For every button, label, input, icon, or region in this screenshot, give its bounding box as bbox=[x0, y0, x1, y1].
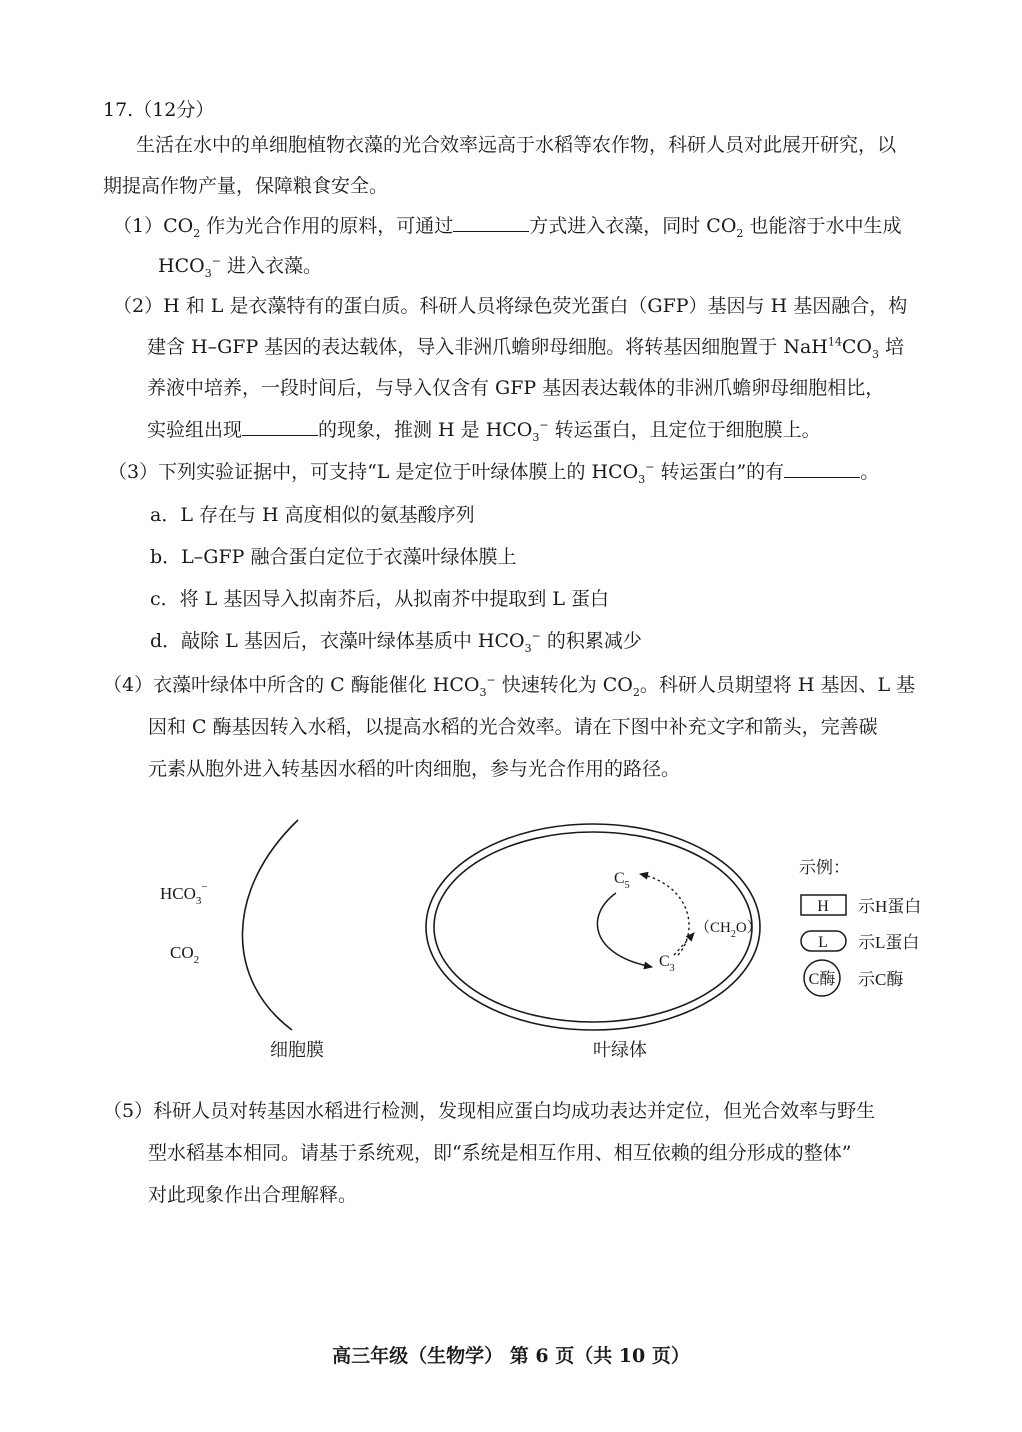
c3-label: $C_3$ bbox=[659, 953, 675, 974]
part5-text: 科研人员对转基因水稻进行检测，发现相应蛋白均成功表达并定位，但光合效率与野生 bbox=[153, 1100, 876, 1122]
part4-number: （4） bbox=[103, 674, 154, 696]
subscript: 3 bbox=[479, 685, 487, 699]
part5-line-2: 型水稻基本相同。请基于系统观，即“系统是相互作用、相互依赖的组分形成的整体” bbox=[148, 1142, 852, 1164]
part4-text: 快速转化为 CO bbox=[495, 674, 633, 696]
legend-c-symbol: C酶 bbox=[808, 971, 836, 988]
part5-line-1 bbox=[103, 1097, 875, 1125]
legend-h-symbol: H bbox=[817, 898, 829, 915]
question-score: （12分） bbox=[133, 99, 215, 121]
part1-text: 也能溶于水中生成 bbox=[743, 215, 902, 237]
answer-blank-2[interactable] bbox=[242, 417, 318, 436]
part3-line-1 bbox=[108, 458, 879, 486]
cell-membrane-arc bbox=[242, 820, 298, 1030]
legend-title: 示例： bbox=[799, 858, 850, 877]
part1-text: 进入衣藻。 bbox=[220, 255, 322, 277]
superscript: − bbox=[539, 418, 549, 432]
chloroplast-label: 叶绿体 bbox=[593, 1040, 647, 1060]
part2-line-1 bbox=[113, 292, 907, 320]
subscript: 3 bbox=[532, 430, 540, 444]
part4-text: 。科研人员期望将 H 基因、L 基 bbox=[639, 674, 916, 696]
subscript: 3 bbox=[871, 347, 879, 361]
part5-line-3: 对此现象作出合理解释。 bbox=[148, 1184, 358, 1206]
part2-text: 培 bbox=[878, 336, 905, 358]
hco3-label: $HCO_3^-$ bbox=[160, 881, 208, 907]
option-d-text: d．敲除 L 基因后，衣藻叶绿体基质中 HCO bbox=[150, 630, 525, 652]
part5-number: （5） bbox=[103, 1100, 154, 1122]
subscript: 3 bbox=[638, 472, 646, 486]
legend-c-label: 示C酶 bbox=[858, 970, 904, 989]
part1-text: CO bbox=[163, 215, 194, 237]
legend-l-symbol: L bbox=[818, 934, 828, 951]
part2-text: 建含 H–GFP 基因的表达载体，导入非洲爪蟾卵母细胞。将转基因细胞置于 NaH bbox=[147, 336, 828, 358]
membrane-label: 细胞膜 bbox=[270, 1040, 324, 1060]
part1-number: （1） bbox=[113, 215, 164, 237]
option-d bbox=[150, 627, 642, 655]
part3-text: 转运蛋白”的有 bbox=[654, 461, 785, 483]
part1-line-2 bbox=[158, 252, 322, 280]
question-header bbox=[103, 96, 214, 124]
legend-l-label: 示L蛋白 bbox=[858, 933, 920, 952]
intro-line-2: 期提高作物产量，保障粮食安全。 bbox=[103, 175, 389, 197]
subscript: 3 bbox=[524, 641, 532, 655]
ch2o-label: $(CH_2O)$ bbox=[695, 920, 762, 940]
co2-label: $CO_2$ bbox=[170, 943, 200, 966]
option-c: c．将 L 基因导入拟南芥后，从拟南芥中提取到 L 蛋白 bbox=[150, 588, 610, 610]
part1-text: 方式进入衣藻，同时 CO bbox=[529, 215, 737, 237]
part2-text: 转运蛋白，且定位于细胞膜上。 bbox=[548, 419, 821, 441]
part2-line-3: 养液中培养，一段时间后，与导入仅含有 GFP 基因表达载体的非洲爪蟾卵母细胞相比， bbox=[147, 377, 885, 399]
part2-number: （2） bbox=[113, 295, 164, 317]
option-d-text: 的积累减少 bbox=[540, 630, 642, 652]
subscript: 2 bbox=[193, 226, 201, 240]
part3-text: 。 bbox=[860, 461, 880, 483]
part1-text: HCO bbox=[158, 255, 205, 277]
part4-line-2: 因和 C 酶基因转入水稻，以提高水稻的光合效率。请在下图中补充文字和箭头，完善碳 bbox=[148, 716, 878, 738]
part2-line-4 bbox=[147, 416, 821, 444]
part2-text: H 和 L 是衣藻特有的蛋白质。科研人员将绿色荧光蛋白（GFP）基因与 H 基因融合，构 bbox=[163, 295, 908, 317]
part2-text: CO bbox=[841, 336, 872, 358]
c5-to-c3-arrow bbox=[597, 893, 652, 967]
option-a: a．L 存在与 H 高度相似的氨基酸序列 bbox=[150, 504, 475, 526]
part4-line-3: 元素从胞外进入转基因水稻的叶肉细胞，参与光合作用的路径。 bbox=[148, 758, 681, 780]
part2-text: 的现象，推测 H 是 HCO bbox=[318, 419, 533, 441]
page-footer: 高三年级（生物学） 第 6 页（共 10 页） bbox=[332, 1345, 690, 1367]
part1-text: 作为光合作用的原料，可通过 bbox=[200, 215, 454, 237]
subscript: 2 bbox=[632, 685, 640, 699]
part1-line-1 bbox=[113, 212, 901, 240]
subscript: 2 bbox=[736, 226, 744, 240]
superscript: − bbox=[645, 460, 655, 474]
part2-text: 实验组出现 bbox=[147, 419, 243, 441]
answer-blank-1[interactable] bbox=[453, 213, 529, 232]
c3-to-c5-arrow bbox=[640, 874, 689, 955]
intro-line-1: 生活在水中的单细胞植物衣藻的光合效率远高于水稻等农作物，科研人员对此展开研究，以 bbox=[136, 134, 897, 156]
c3-to-ch2o-arrow bbox=[674, 933, 694, 955]
question-number: 17. bbox=[103, 99, 134, 121]
part4-line-1 bbox=[103, 671, 915, 699]
part4-text: 衣藻叶绿体中所含的 C 酶能催化 HCO bbox=[153, 674, 480, 696]
superscript: − bbox=[531, 629, 541, 643]
superscript: − bbox=[486, 673, 496, 687]
carbon-pathway-diagram[interactable] bbox=[0, 800, 1022, 1080]
option-b: b．L–GFP 融合蛋白定位于衣藻叶绿体膜上 bbox=[150, 546, 517, 568]
legend-h-label: 示H蛋白 bbox=[858, 897, 922, 916]
c5-label: $C_5$ bbox=[614, 870, 630, 891]
part3-number: （3） bbox=[108, 461, 159, 483]
part3-text: 下列实验证据中，可支持“L 是定位于叶绿体膜上的 HCO bbox=[158, 461, 639, 483]
subscript: 3 bbox=[204, 266, 212, 280]
superscript: 14 bbox=[827, 335, 842, 349]
superscript: − bbox=[211, 254, 221, 268]
part2-line-2 bbox=[147, 333, 904, 361]
answer-blank-3[interactable] bbox=[784, 459, 860, 478]
